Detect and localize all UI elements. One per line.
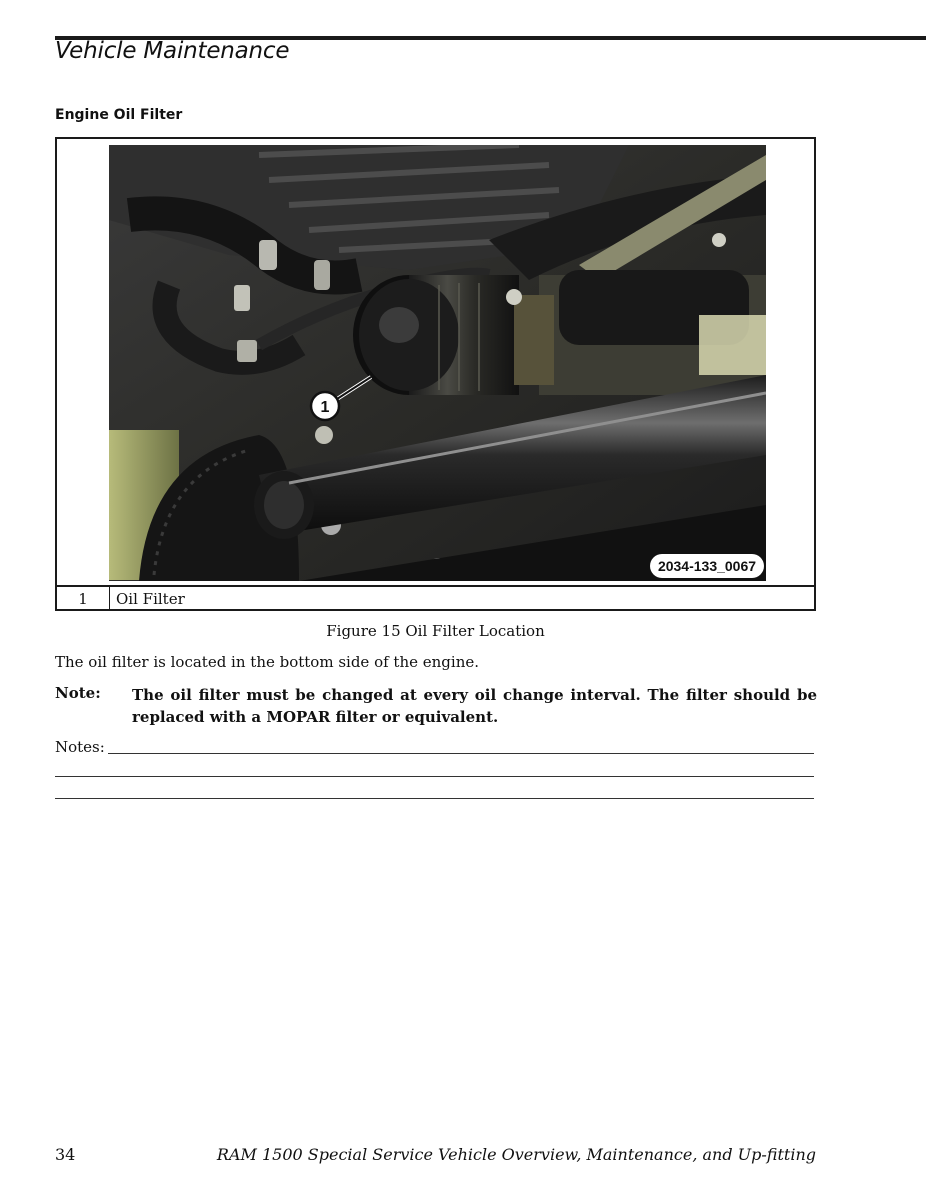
notes-line — [108, 753, 814, 754]
note-label: Note: — [55, 684, 101, 702]
subheading: Engine Oil Filter — [55, 107, 183, 123]
legend-label: Oil Filter — [116, 590, 185, 608]
notes-label: Notes: — [55, 738, 105, 756]
note-text: The oil filter must be changed at every oil change interval. The filter should be replaced with a MOPAR filter or equivalent. — [132, 686, 817, 726]
legend-row — [57, 585, 814, 611]
figure-box — [55, 137, 816, 611]
legend-separator — [109, 587, 110, 611]
section-title: Vehicle Maintenance — [55, 38, 290, 64]
image-tag: 2034-133_0067 — [657, 558, 757, 574]
figure-caption: Figure 15 Oil Filter Location — [326, 622, 545, 640]
notes-line — [55, 798, 814, 799]
footer-document-title: RAM 1500 Special Service Vehicle Overview, Maintenance, and Up-fitting — [216, 1145, 816, 1164]
legend-number: 1 — [78, 590, 88, 608]
notes-line — [55, 776, 814, 777]
callout-number: 1 — [320, 399, 330, 416]
body-paragraph: The oil filter is located in the bottom side of the engine. — [55, 653, 479, 671]
page-number: 34 — [55, 1145, 76, 1164]
oil-filter-photo — [109, 145, 766, 581]
